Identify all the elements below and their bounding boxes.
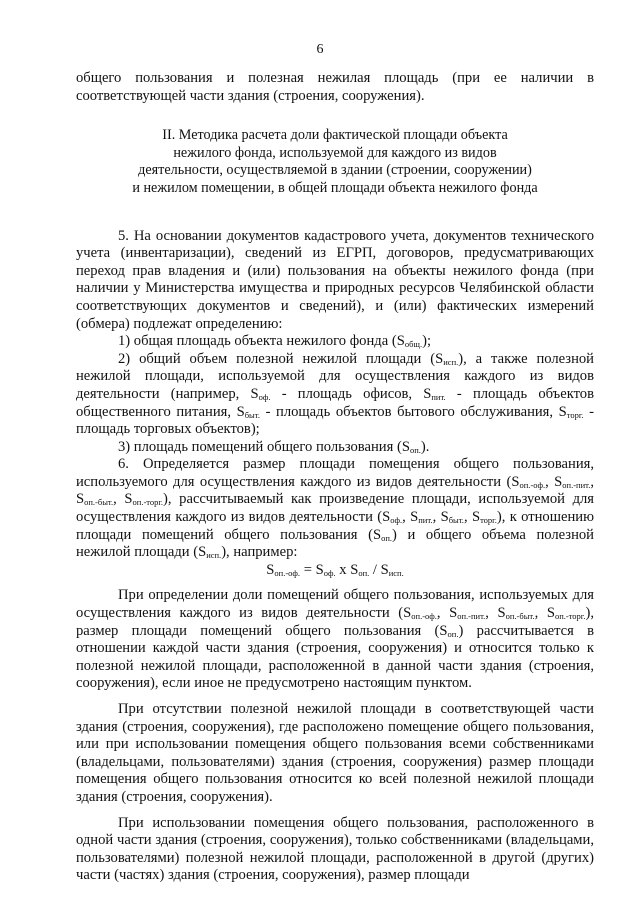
item-3: 3) площадь помещений общего пользования $(S_{оп.})$. <box>118 438 430 455</box>
section-heading <box>76 127 594 197</box>
formula: $S_{оп.-оф.} = S_{оф.}$ x $S_{оп.} / S_{исп.}$ <box>266 561 404 578</box>
paragraph-6: 6. Определяется размер площади помещения общего пользования, используемого для осуществления каждого из видов деятельности ($S_{оп.-оф.}$, $S_{оп.-пит.}$, $S_{оп.-быт.}$, $S_{оп.-торг.}$), рассчитываемый как произведение площади, используемой для осуществления каждого из видов деятельности ($S_{оф.}$, $S_{пит.}$, $S_{быт.}$, $S_{торг.}$), к отношению площади помещений общего пользования $(S_{оп.})$ и общего объема полезной нежилой площади $(S_{исп.})$, например: <box>76 456 594 561</box>
paragraph-7: При определении доли помещений общего пользования, используемых для осуществления каждого из видов деятельности ($S_{оп.-оф.}$, $S_{оп.-пит.}$, $S_{оп.-быт.}$, $S_{оп.-торг.}$), размер площади помещений общего пользования $(S_{оп.})$ рассчитывается в отношении каждой части здания (строения, сооружения) и относится только к полезной нежилой площади, расположенной в данной части здания (строения, сооружения), если иное не предусмотрено настоящим пунктом. <box>76 587 595 692</box>
heading-line: II. Методика расчета доли фактической площади объекта <box>162 127 508 144</box>
intro-paragraph: общего пользования и полезная нежилая площадь (при ее наличии в соответствующей части здания (строения, сооружения). <box>76 70 594 104</box>
item-2: 2) общий объем полезной нежилой площади $(S_{исп.})$, а также полезной нежилой площади, используемой для осуществления каждого из видов деятельности (например, $S_{оф.}$ - площадь офисов, $S_{пит.}$ - площадь объектов общественного питания, $S_{быт.}$ - площадь объектов бытового обслуживания, $S_{торг.}$ - площадь торговых объектов); <box>76 350 594 438</box>
item-1: 1) общая площадь объекта нежилого фонда $(S_{общ.})$; <box>118 333 431 350</box>
heading-line: деятельности, осуществляемой в здании (строении, сооружении) <box>138 162 532 179</box>
heading-line: и нежилом помещении, в общей площади объекта нежилого фонда <box>132 179 538 196</box>
paragraph-9: При использовании помещения общего пользования, расположенного в одной части здания (строения, сооружения), только собственниками (владельцами, пользователями) полезной нежилой площади, расположенной в другой (других) части (частях) здания (строения, сооружения), размер площади <box>76 814 594 884</box>
paragraph-8: При отсутствии полезной нежилой площади в соответствующей части здания (строения, сооружения), где расположено помещение общего пользования, или при использовании помещения общего пользования всеми собственниками (владельцами, пользователями) здания (строения, сооружения) размер площади помещения общего пользования относится ко всей полезной нежилой площади здания (строения, сооружения). <box>76 701 594 805</box>
paragraph-5: 5. На основании документов кадастрового учета, документов технического учета (инвентаризации), сведений из ЕГРП, договоров, предусматривающих переход прав владения и (или) пользования на объекты нежилого фонда (при наличии у Министерства имущества и природных ресурсов Челябинской области соответствующих документов и сведений), и (или) фактических измерений (обмера) подлежат определению: <box>76 227 594 332</box>
heading-line: нежилого фонда, используемой для каждого из видов <box>173 144 497 161</box>
document-body <box>76 70 594 885</box>
page-number: 6 <box>316 42 324 57</box>
